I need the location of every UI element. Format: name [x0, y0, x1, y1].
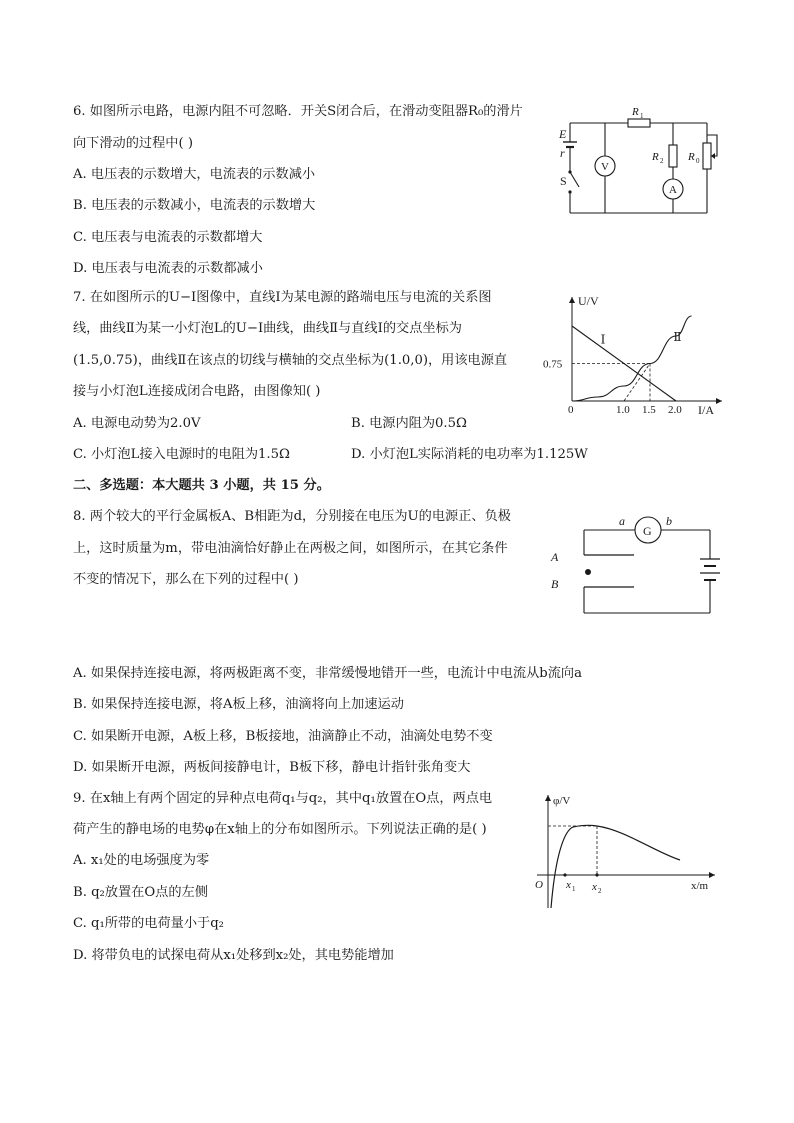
x-axis-label: I/A [698, 403, 714, 417]
origin-label: O [535, 879, 543, 891]
q8-option-d: D. 如果断开电源，两板间接静电计，B板下移，静电计指针张角变大 [73, 760, 471, 775]
q9-option-b: B. q₂放置在O点的左侧 [73, 885, 208, 900]
phi-label: φ/V [553, 795, 571, 807]
label-v: V [601, 161, 609, 173]
series-label-i: Ⅰ [600, 332, 606, 347]
resistor-r2 [669, 145, 677, 167]
q6-option-d: D. 电压表与电流表的示数都减小 [73, 261, 263, 276]
q8-option-b: B. 如果保持连接电源，将A板上移，油滴将向上加速运动 [73, 697, 404, 712]
q6-option-c: C. 电压表与电流表的示数都增大 [73, 230, 263, 245]
svg-text:2: 2 [660, 157, 664, 165]
section-title: 二、多选题：本大题共 3 小题，共 15 分。 [73, 478, 330, 493]
q8-option-c: C. 如果断开电源，A板上移，B板接地，油滴静止不动，油滴处电势不变 [73, 729, 493, 744]
q8-capacitor-figure [540, 505, 730, 620]
x1-label: x [566, 879, 571, 891]
label-e: E [559, 127, 567, 141]
q9-stem-line-1: 9. 在x轴上有两个固定的异种点电荷q₁与q₂，其中q₁放置在O点，两点电 [73, 791, 493, 806]
q9-option-c: C. q₁所带的电荷量小于q₂ [73, 916, 224, 931]
y-axis-label: U/V [578, 294, 599, 308]
q9-option-a: A. x₁处的电场强度为零 [73, 853, 210, 868]
q6-circuit-figure [552, 100, 732, 220]
q9-option-d: D. 将带负电的试探电荷从x₁处移到x₂处，其电势能增加 [73, 948, 394, 963]
label-a: a [619, 514, 625, 528]
label-r0: R [688, 151, 695, 163]
series-curve-ii [572, 316, 692, 401]
series-label-ii: Ⅱ [673, 330, 682, 344]
label-plate-b: B [551, 577, 559, 591]
svg-text:1: 1 [640, 112, 644, 120]
q8-stem-line-3: 不变的情况下，那么在下列的过程中( ) [73, 572, 299, 587]
x-label: x/m [691, 880, 709, 892]
label-r: r [560, 146, 565, 160]
q8-stem-line-2: 上，这时质量为m，带电油滴恰好静止在两极之间，如图所示，在其它条件 [73, 541, 508, 556]
switch-blade [570, 172, 579, 187]
label-g: G [643, 524, 652, 538]
label-a: A [669, 184, 677, 196]
q6-option-b: B. 电压表的示数减小，电流表的示数增大 [73, 198, 316, 213]
q8-option-a: A. 如果保持连接电源，将两极距离不变，非常缓慢地错开一些，电流计中电流从b流向a [73, 666, 582, 681]
q7-option-b: B. 电源内阻为0.5Ω [351, 416, 467, 431]
q6-option-a: A. 电压表的示数增大，电流表的示数减小 [73, 167, 316, 182]
x2-label: x [592, 881, 597, 893]
q8-stem-line-1: 8. 两个较大的平行金属板A、B相距为d，分别接在电压为U的电源正、负极 [73, 509, 511, 524]
q7-option-a: A. 电源电动势为2.0V [73, 416, 201, 431]
svg-text:0: 0 [696, 157, 700, 165]
q6-stem-line-1: 6. 如图所示电路，电源内阻不可忽略．开关S闭合后，在滑动变阻器R₀的滑片 [73, 104, 523, 119]
q7-ui-graph [540, 285, 730, 420]
svg-text:2: 2 [598, 887, 602, 895]
x-tick-label: 0 [568, 404, 574, 416]
resistor-r1 [628, 119, 650, 127]
q7-stem-line-1: 7. 在如图所示的U−I图像中，直线Ⅰ为某电源的路端电压与电流的关系图 [73, 290, 492, 305]
x-tick-label: 1.0 [616, 404, 630, 416]
label-r2: R [652, 151, 659, 163]
rheostat-r0 [703, 143, 711, 169]
q7-stem-line-3: (1.5,0.75)，曲线Ⅱ在该点的切线与横轴的交点坐标为(1.0,0)，用该电源直 [73, 353, 508, 368]
label-b: b [666, 514, 672, 528]
potential-curve [551, 825, 680, 908]
q9-stem-line-2: 荷产生的静电场的电势φ在x轴上的分布如图所示。下列说法正确的是( ) [73, 822, 487, 837]
q7-option-c: C. 小灯泡L接入电源时的电阻为1.5Ω [73, 447, 290, 462]
oil-drop [585, 569, 591, 575]
q9-potential-graph [525, 790, 725, 920]
x-tick-label: 1.5 [642, 404, 656, 416]
q7-stem-line-2: 线，曲线Ⅱ为某一小灯泡L的U−I曲线，曲线Ⅱ与直线Ⅰ的交点坐标为 [73, 321, 462, 336]
tangent-line [624, 364, 650, 402]
label-r1: R [632, 106, 639, 118]
q7-option-d: D. 小灯泡L实际消耗的电功率为1.125W [351, 447, 588, 462]
label-plate-a: A [551, 550, 559, 564]
q7-stem-line-4: 接与小灯泡L连接成闭合电路，由图像知( ) [73, 384, 321, 399]
label-s: S [560, 174, 567, 188]
y-tick-label: 0.75 [543, 358, 563, 371]
svg-text:1: 1 [572, 885, 576, 893]
x-tick-label: 2.0 [668, 404, 682, 416]
q6-stem-line-2: 向下滑动的过程中( ) [73, 136, 193, 151]
